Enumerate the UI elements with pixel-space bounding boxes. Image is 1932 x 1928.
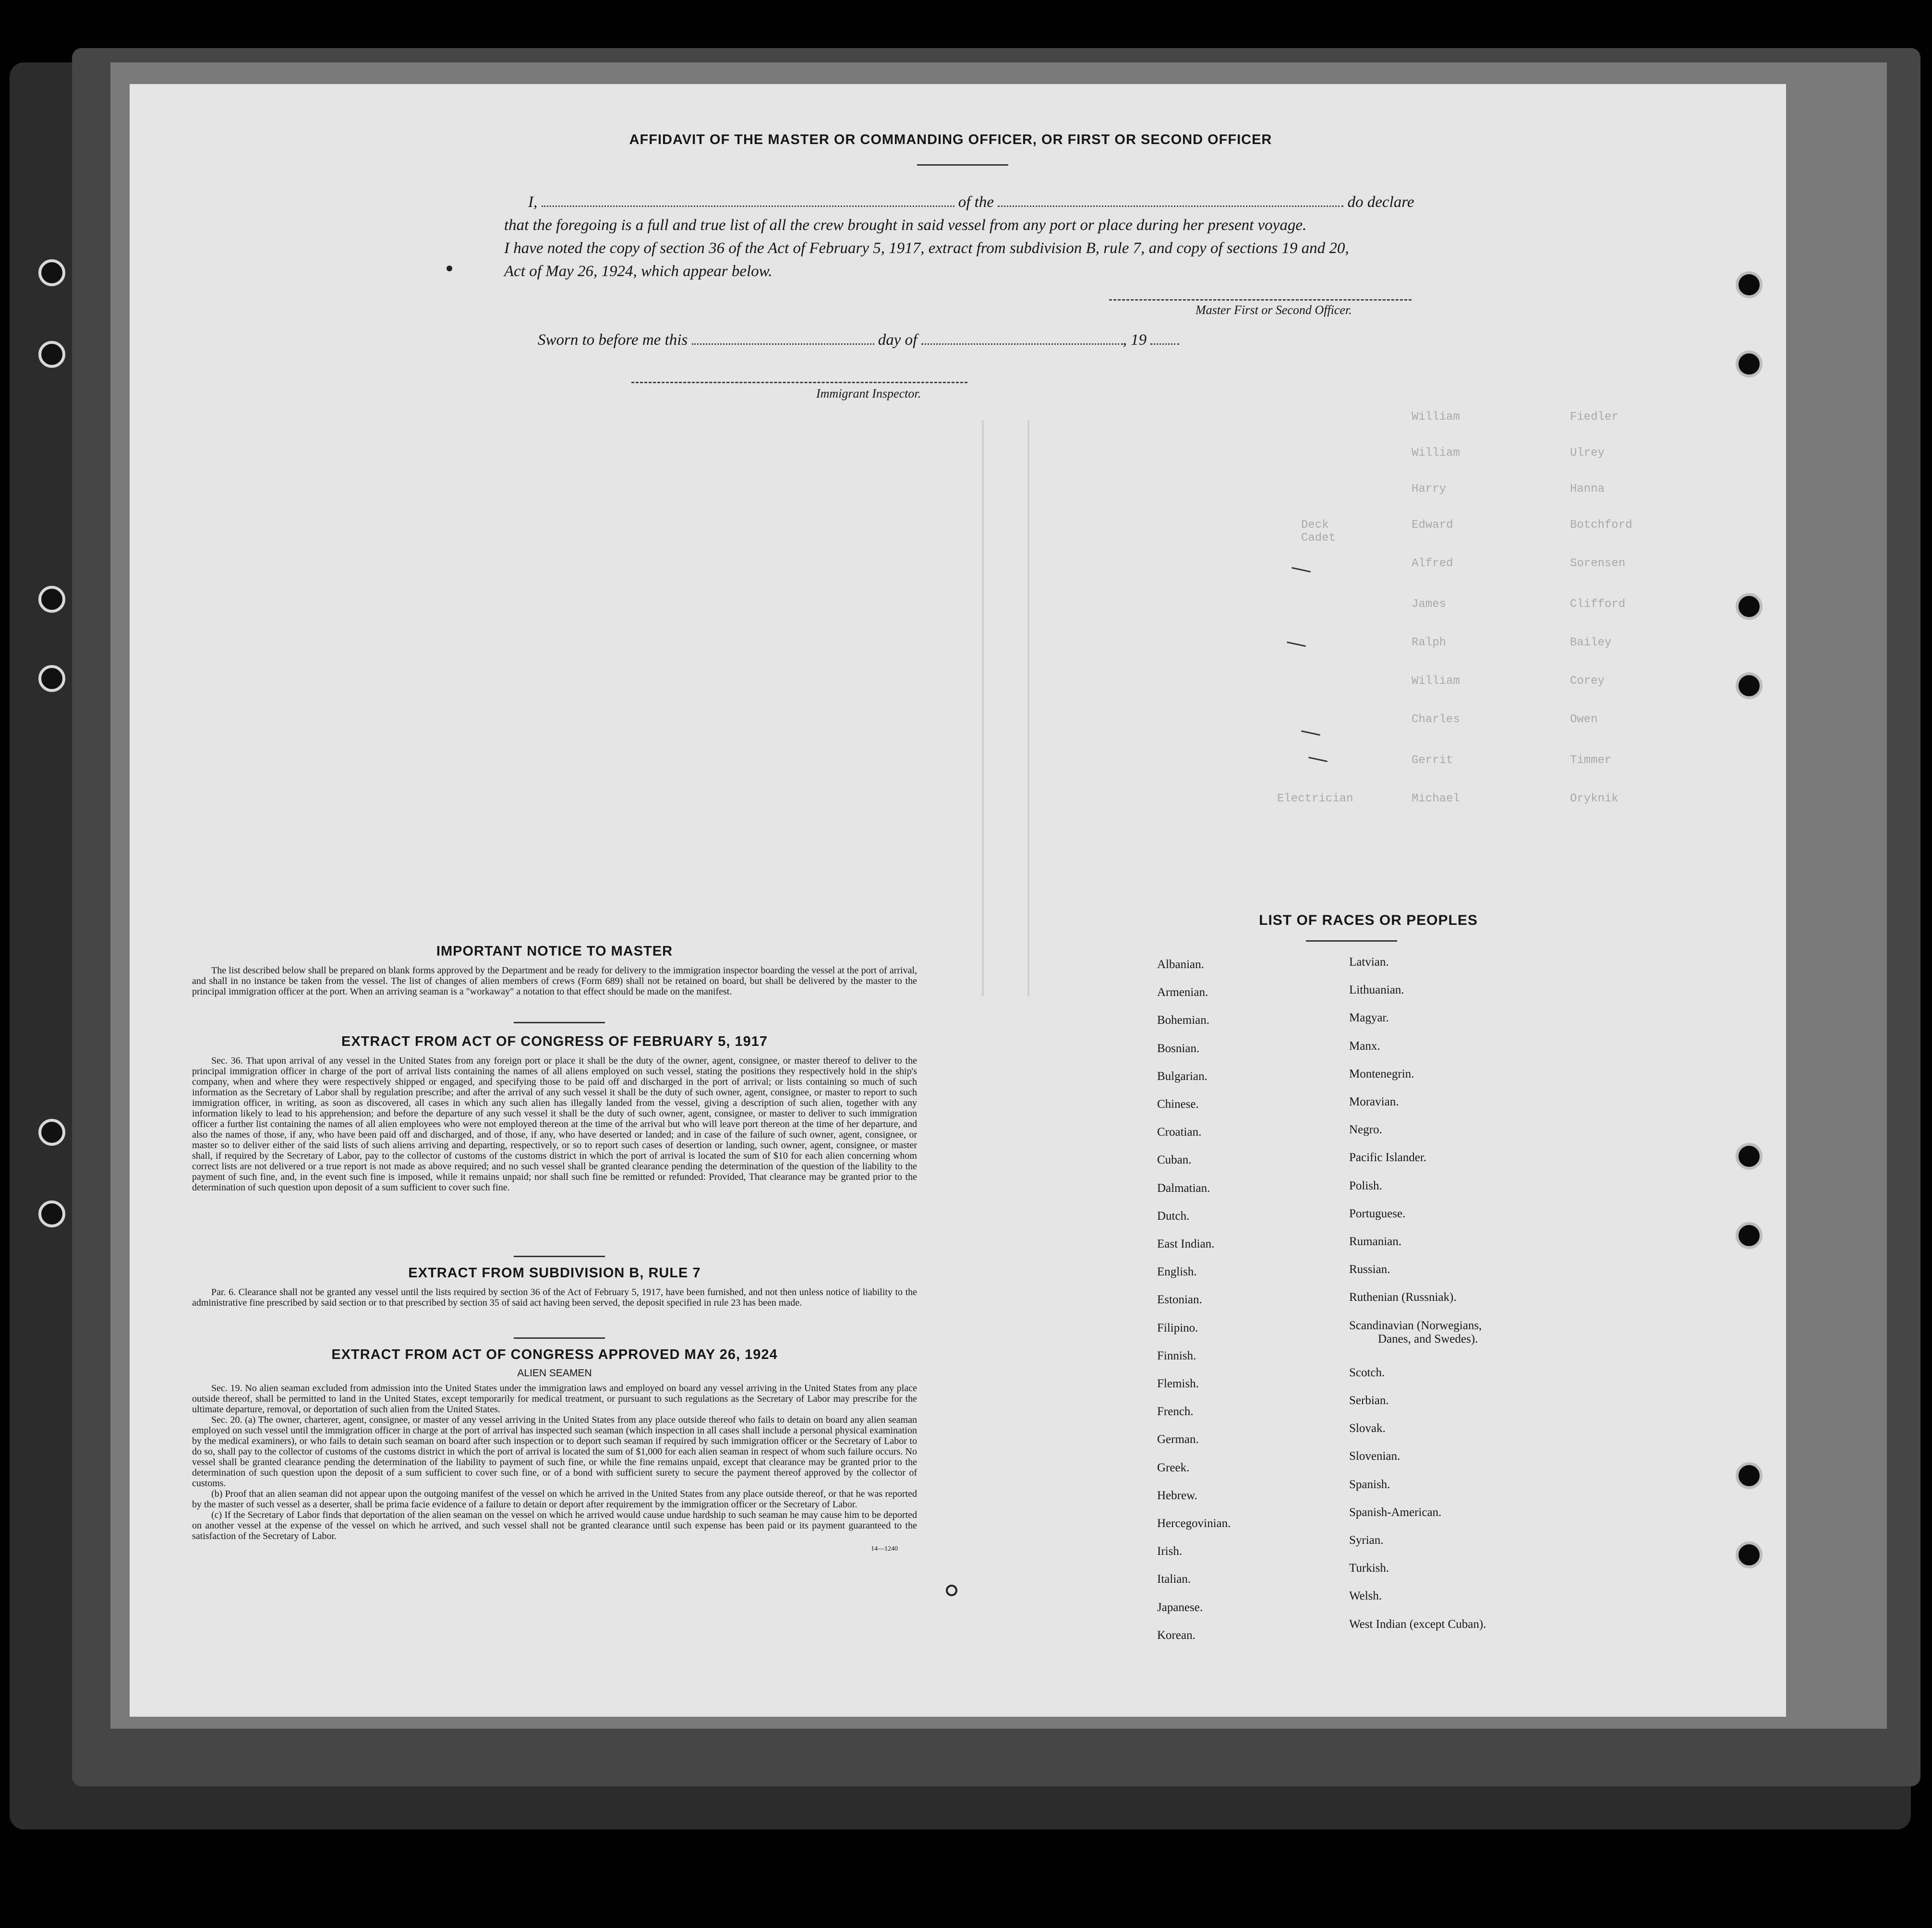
declaration-line-1: [528, 194, 1560, 211]
race-item: Polish.: [1349, 1179, 1382, 1192]
ghost-surname: Hanna: [1570, 483, 1605, 496]
ghost-role: Deck Cadet: [1301, 519, 1336, 545]
day-of-label: day of: [878, 331, 918, 349]
race-item: Flemish.: [1157, 1377, 1199, 1390]
ghost-name: William: [1412, 675, 1460, 688]
ghost-surname: Sorensen: [1570, 557, 1626, 570]
race-item: Slovenian.: [1349, 1450, 1401, 1463]
sec19-body: Sec. 19. No alien seaman excluded from admission into the United States under the immigration laws and employed on board any vessel arriving in the United States from any place outside thereof, shall be permitted to land in the United States, except temporarily for medical treatment, or pursuant to such regulations as the Secretary of Labor may prescribe for the ultimate departure, removal, or deportation of such alien from the United States.: [192, 1383, 917, 1415]
binder-hole: [1736, 1462, 1763, 1489]
binder-hole: [1736, 1143, 1763, 1170]
race-item: Turkish.: [1349, 1562, 1389, 1575]
rule7-section: [192, 1265, 917, 1308]
binder-hole: [1736, 351, 1763, 377]
section-divider: [514, 1022, 605, 1023]
binder-hole: [1736, 1222, 1763, 1249]
declaration-line-4: Act of May 26, 1924, which appear below.: [504, 263, 773, 280]
sworn-year-field[interactable]: [1150, 343, 1179, 345]
extract-1917-title: EXTRACT FROM ACT OF CONGRESS OF FEBRUARY 5, 1917: [341, 1034, 768, 1049]
ghost-name: Charles: [1412, 713, 1460, 726]
race-item: French.: [1157, 1405, 1194, 1419]
race-item: Dutch.: [1157, 1209, 1190, 1223]
title-underline: [917, 164, 1008, 166]
ghost-surname: Clifford: [1570, 598, 1626, 611]
sec20c-body: (c) If the Secretary of Labor finds that deportation of the alien seaman on the vessel on which he arrived would cause undue hardship to such seaman he may cause him to be deported on another vessel at the expense of the vessel on which he arrived, and such vessel shall not be granted clearance until such expense has been paid or its payment guaranteed to the satisfaction of the Secretary of Labor.: [192, 1510, 917, 1541]
race-item: Latvian.: [1349, 956, 1389, 969]
pen-tick-mark: [1301, 730, 1320, 736]
race-item: English.: [1157, 1265, 1197, 1279]
inspector-caption: Immigrant Inspector.: [816, 387, 921, 400]
section-divider: [514, 1337, 605, 1339]
rule7-body: Par. 6. Clearance shall not be granted any vessel until the lists required by section 36 of the Act of February 5, 1917, have been furnished, and not then unless notice of liability to the administrative fine prescribed by said section or to that prescribed by section 35 of said act having been served, the deposit specified in rule 23 has been made.: [192, 1287, 917, 1308]
race-item: Spanish.: [1349, 1478, 1390, 1491]
rule7-title: EXTRACT FROM SUBDIVISION B, RULE 7: [408, 1265, 701, 1281]
race-item: Portuguese.: [1349, 1207, 1406, 1220]
race-item: Hercegovinian.: [1157, 1517, 1231, 1530]
master-signature-caption: Master First or Second Officer.: [1195, 303, 1352, 317]
ghost-name: Alfred: [1412, 557, 1453, 570]
race-item: Greek.: [1157, 1461, 1190, 1474]
pen-tick-mark: [1287, 642, 1306, 647]
binder-hole: [1736, 1541, 1763, 1568]
do-declare-label: do declare: [1347, 194, 1414, 211]
master-signature-field[interactable]: [1109, 299, 1412, 301]
races-title: LIST OF RACES OR PEOPLES: [1259, 912, 1478, 928]
binder-hole: [38, 341, 65, 368]
race-item: Russian.: [1349, 1263, 1390, 1276]
sworn-label: Sworn to before me this: [538, 331, 688, 349]
ghost-surname: Corey: [1570, 675, 1605, 688]
race-item: Korean.: [1157, 1628, 1195, 1642]
race-item: East Indian.: [1157, 1237, 1215, 1250]
declaration-line-2: that the foregoing is a full and true list of all the crew brought in said vessel from any port or place during her present voyage.: [504, 217, 1307, 234]
race-item: Scotch.: [1349, 1366, 1385, 1379]
binder-hole: [38, 1119, 65, 1146]
extract-1924-subtitle: ALIEN SEAMEN: [517, 1368, 592, 1379]
inspector-signature-field[interactable]: [631, 382, 967, 383]
pen-tick-mark: [1292, 567, 1311, 572]
pen-tick-mark: [1308, 757, 1328, 762]
race-item: Croatian.: [1157, 1126, 1202, 1139]
form-number: 14—1240: [871, 1545, 898, 1552]
ghost-name: William: [1412, 447, 1460, 460]
race-item: Bohemian.: [1157, 1014, 1210, 1027]
race-item: Bosnian.: [1157, 1042, 1200, 1055]
year-label: , 19: [1123, 331, 1147, 349]
section-divider: [514, 1256, 605, 1257]
manifest-sheet: [130, 84, 1786, 1717]
race-item: Syrian.: [1349, 1534, 1384, 1547]
extract-1924-section: [192, 1347, 917, 1553]
ghost-name: Michael: [1412, 792, 1460, 805]
notice-body: The list described below shall be prepared on blank forms approved by the Department and be ready for delivery to the immigration inspector boarding the vessel at the port of arrival, and shall in no instance be taken from the vessel. The list of changes of alien members of crews (Form 689) shall not be retained on board, but shall be delivered by the master to the principal immigration officer at the port. When an arriving seaman is a "workaway" a notation to that effect should be made on the manifest.: [192, 965, 917, 997]
ghost-surname: Owen: [1570, 713, 1598, 726]
race-item: Ruthenian (Russniak).: [1349, 1291, 1457, 1304]
race-item: Lithuanian.: [1349, 983, 1404, 997]
extract-1924-title: EXTRACT FROM ACT OF CONGRESS APPROVED MAY 26, 1924: [331, 1347, 778, 1362]
race-item: Negro.: [1349, 1123, 1382, 1137]
race-item: Danes, and Swedes).: [1378, 1333, 1478, 1346]
race-item: Slovak.: [1349, 1422, 1386, 1435]
bullet-dot: [447, 266, 452, 271]
sec20b-body: (b) Proof that an alien seaman did not appear upon the outgoing manifest of the vessel on which he arrived in the United States from any place outside thereof, or that he was reported by the master of such vessel as a deserter, shall be prima facie evidence of a failure to detain or deport after requirement by the immigration officer or the Secretary of Labor.: [192, 1489, 917, 1510]
race-item: Finnish.: [1157, 1349, 1196, 1362]
race-item: Chinese.: [1157, 1098, 1199, 1111]
race-item: Cuban.: [1157, 1153, 1192, 1167]
sworn-day-field[interactable]: [692, 343, 874, 345]
race-item: Scandinavian (Norwegians,: [1349, 1319, 1482, 1332]
race-item: Dalmatian.: [1157, 1181, 1210, 1195]
ghost-surname: Timmer: [1570, 754, 1612, 767]
race-item: Moravian.: [1349, 1095, 1399, 1108]
ghost-name: Harry: [1412, 483, 1447, 496]
of-the-label: of the: [958, 194, 994, 211]
race-item: Welsh.: [1349, 1589, 1382, 1603]
race-item: Pacific Islander.: [1349, 1151, 1427, 1164]
race-item: Hebrew.: [1157, 1489, 1197, 1502]
sworn-month-field[interactable]: [921, 343, 1123, 345]
binder-hole: [38, 259, 65, 286]
ghost-surname: Fiedler: [1570, 411, 1618, 424]
race-item: Magyar.: [1349, 1011, 1389, 1025]
ghost-name: Ralph: [1412, 636, 1447, 649]
race-item: West Indian (except Cuban).: [1349, 1617, 1486, 1631]
notice-section: [192, 944, 917, 997]
declaration-line-3: I have noted the copy of section 36 of the Act of February 5, 1917, extract from subdivision B, rule 7, and copy of sections 19 and 20,: [504, 240, 1349, 257]
binder-hole: [1736, 672, 1763, 699]
ghost-name: Edward: [1412, 519, 1453, 532]
ghost-name: James: [1412, 598, 1447, 611]
binder-hole: [38, 665, 65, 692]
affidavit-title: AFFIDAVIT OF THE MASTER OR COMMANDING OFFICER, OR FIRST OR SECOND OFFICER: [629, 132, 1272, 147]
race-item: Montenegrin.: [1349, 1067, 1414, 1080]
race-item: Japanese.: [1157, 1601, 1203, 1614]
ghost-role: Electrician: [1277, 792, 1353, 805]
race-item: Rumanian.: [1349, 1235, 1402, 1248]
race-item: Filipino.: [1157, 1321, 1198, 1334]
ghost-surname: Ulrey: [1570, 447, 1605, 460]
race-item: Bulgarian.: [1157, 1069, 1208, 1083]
binder-hole: [1736, 593, 1763, 620]
race-item: Albanian.: [1157, 958, 1204, 971]
binder-hole: [1736, 271, 1763, 298]
race-item: Armenian.: [1157, 986, 1208, 999]
race-item: Irish.: [1157, 1545, 1183, 1558]
ghost-name: William: [1412, 411, 1460, 424]
ghost-name: Gerrit: [1412, 754, 1453, 767]
race-item: German.: [1157, 1433, 1199, 1446]
sworn-line: [538, 331, 1179, 349]
races-title-underline: [1306, 940, 1397, 942]
ghost-surname: Bailey: [1570, 636, 1612, 649]
pen-mark: [946, 1585, 957, 1596]
notice-title: IMPORTANT NOTICE TO MASTER: [436, 944, 673, 959]
binder-hole: [38, 1200, 65, 1227]
ghost-surname: Oryknik: [1570, 792, 1618, 805]
race-item: Estonian.: [1157, 1293, 1202, 1307]
race-item: Serbian.: [1349, 1394, 1389, 1407]
sec20a-body: Sec. 20. (a) The owner, charterer, agent, consignee, or master of any vessel arriving in the United States from any place outside thereof who fails to detain on board any alien seaman employed on such vessel until the immigration officer in charge at the port of arrival has inspected such seaman (which inspection in all cases shall include a personal physical examination by the medical examiners), or who fails to detain such seaman on board after such inspection or to deport such seaman if required by such immigration officer or the Secretary of Labor to do so, shall pay to the collector of customs of the customs district in which the port of arrival is located the sum of $1,000 for each alien seaman in respect of whom such failure occurs. No vessel shall be granted clearance pending the determination of the liability to payment of such fine, or while the fine remains unpaid, except that clearance may be granted prior to the determination of such question upon the deposit of a sum sufficient to cover such fine, or of a bond with sufficient surety to secure the payment thereof approved by the collector of customs.: [192, 1415, 917, 1489]
race-item: Manx.: [1349, 1039, 1380, 1053]
extract-1917-section: [192, 1034, 917, 1193]
vessel-name-field[interactable]: [998, 206, 1343, 207]
i-label: I,: [528, 194, 538, 211]
binder-hole: [38, 586, 65, 613]
ghost-surname: Botchford: [1570, 519, 1632, 532]
show-through-column-rule: [1027, 420, 1029, 996]
extract-1917-body: Sec. 36. That upon arrival of any vessel in the United States from any foreign port or place it shall be the duty of the owner, agent, consignee, or master thereof to deliver to the principal immigration officer in charge of the port of arrival lists containing the names of all aliens employed on such vessel, stating the positions they respectively hold in the ship's company, when and where they were respectively shipped or engaged, and specifying those to be paid off and discharged in the port of arrival; or lists containing so much of such information as the Secretary of Labor shall by regulation prescribe; and after the arrival of any such vessel it shall be the duty of such owner, agent, consignee, or master to report to such immigration officer, in writing, as soon as discovered, all cases in which any such alien has illegally landed from the vessel, giving a description of such alien, together with any information likely to lead to his apprehension; and before the departure of any such vessel it shall be the duty of such owner, agent, consignee, or master to deliver to such immigration officer a further list containing the names of all alien employees who were not employed thereon at the time of the arrival but who will leave port thereon at the time of her departure, and also the names of those, if any, who have been paid off and discharged, and of those, if any, who have deserted or landed; and in case of the failure of such owner, agent, consignee, or master so to deliver either of the said lists of such aliens arriving and departing, respectively, or so to report such cases of desertion or landing, such owner, agent, consignee, or master shall, if required by the Secretary of Labor, pay to the collector of customs of the customs district in which the port of arrival is located the sum of $10 for each alien concerning whom correct lists are not delivered or a true report is not made as above required; and no such vessel shall be granted clearance pending the determination of the question of the liability to the payment of such fine, and, in the event such fine is imposed, while it remains unpaid; nor shall such fine be remitted or refunded: Provided, That clearance may be granted prior to the determination of such question upon deposit of a sum sufficient to cover such fine.: [192, 1055, 917, 1193]
race-item: Spanish-American.: [1349, 1505, 1442, 1519]
master-name-field[interactable]: [542, 206, 954, 207]
show-through-column-rule: [982, 420, 984, 996]
race-item: Italian.: [1157, 1573, 1191, 1586]
